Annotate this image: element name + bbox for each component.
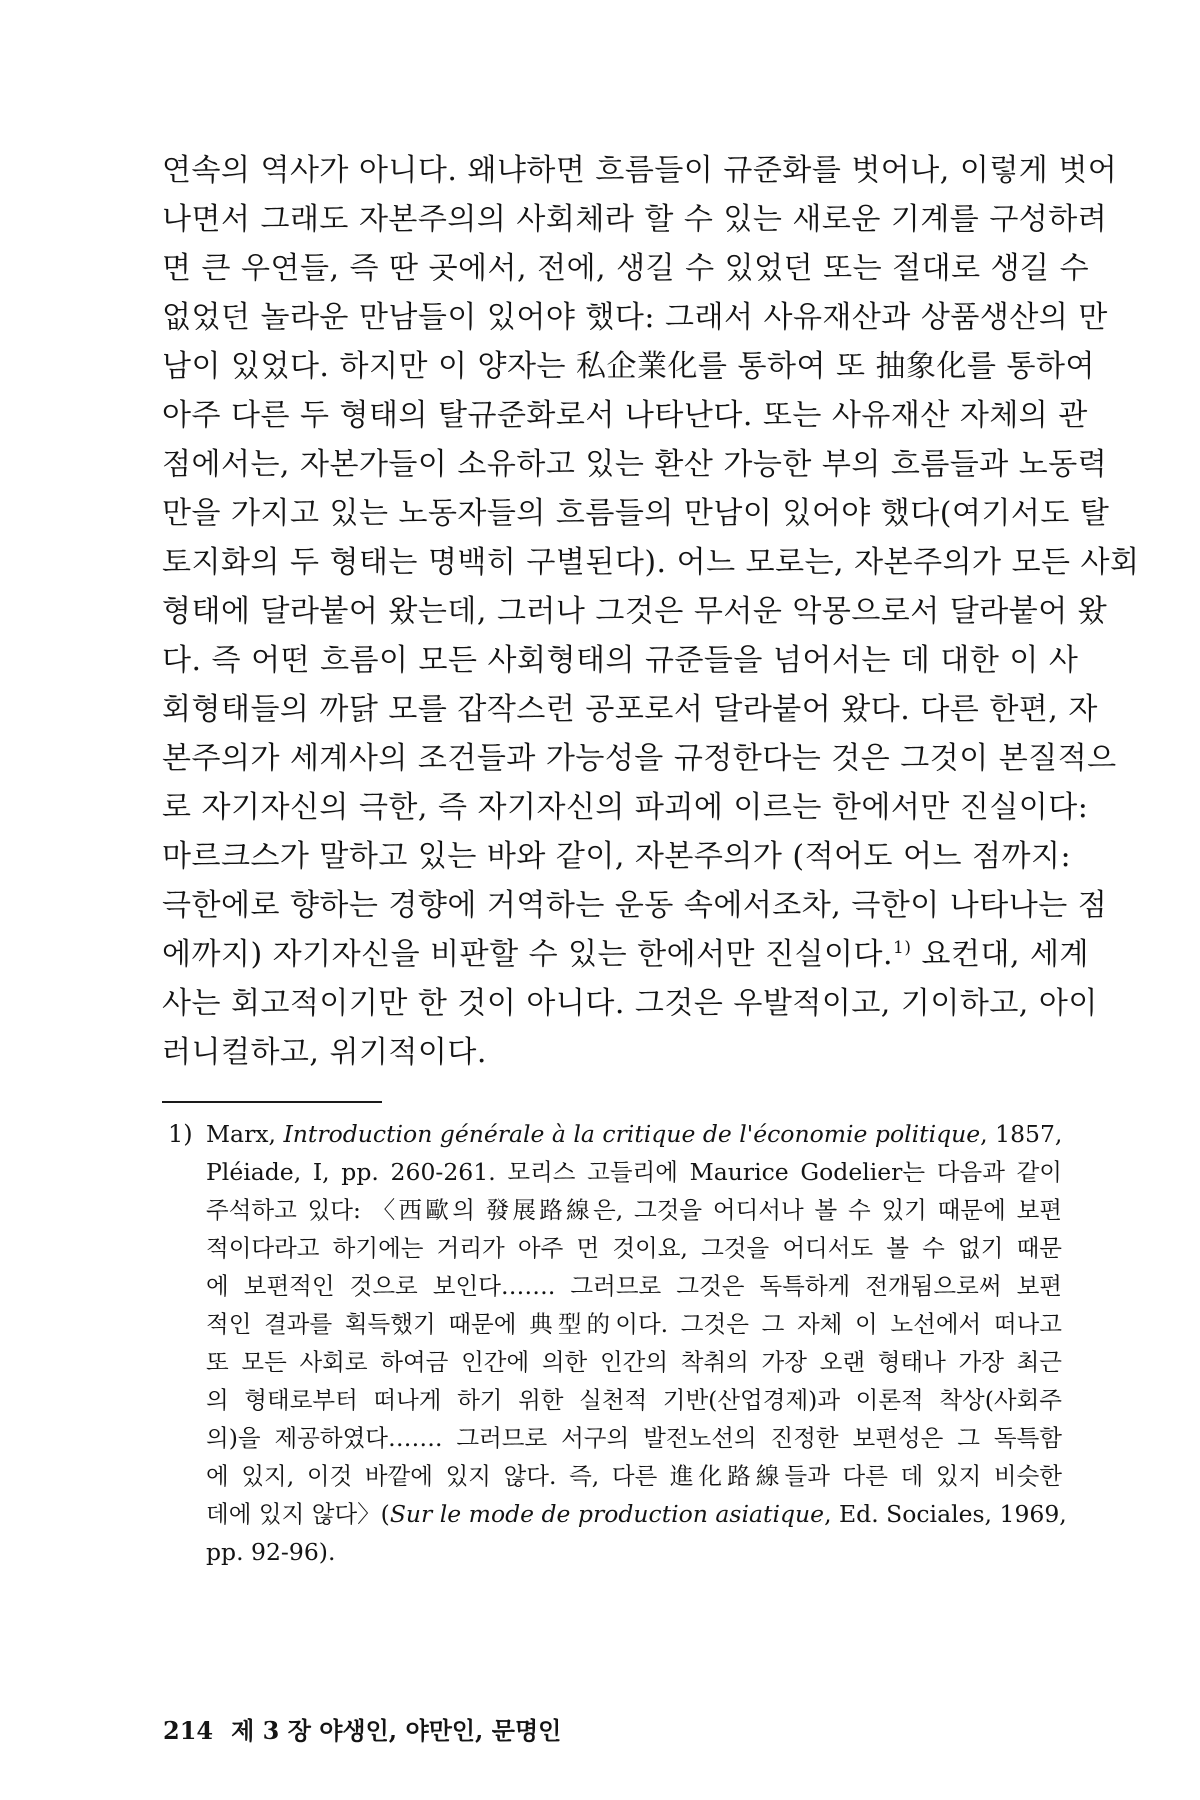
text-line: 본주의가 세계사의 조건들과 가능성을 규정한다는 것은 그것이 본질적으: [162, 741, 1117, 776]
text-line: 점에서는, 자본가들이 소유하고 있는 환산 가능한 부의 흐름들과 노동력: [162, 447, 1108, 482]
cited-work-title: Sur le mode de production asiatique: [389, 1500, 825, 1528]
footnote-line: 에 보편적인 것으로 보인다……. 그러므로 그것은 독특하게 전개됨으로써 보편: [206, 1272, 1062, 1300]
main-text: [162, 146, 1140, 1077]
footnote-line: 의)을 제공하였다……. 그러므로 서구의 발전노선의 진정한 보편성은 그 독특함: [206, 1424, 1062, 1452]
text-line: 아주 다른 두 형태의 탈규준화로서 나타난다. 또는 사유재산 자체의 관: [162, 398, 1088, 433]
footnote-number: 1): [168, 1120, 193, 1148]
cited-work-title: Introduction générale à la critique de l'économie politique: [283, 1120, 981, 1148]
text-line: 로 자기자신의 극한, 즉 자기자신의 파괴에 이르는 한에서만 진실이다:: [162, 790, 1089, 825]
footnote-divider: [162, 1101, 382, 1103]
footnote-line: 에 있지, 이것 바깥에 있지 않다. 즉, 다른 進化路線들과 다른 데 있지 비슷한: [206, 1462, 1062, 1490]
footnote-line: 의 형태로부터 떠나게 하기 위한 실천적 기반(산업경제)과 이론적 착상(사회주: [206, 1386, 1062, 1414]
running-footer: [163, 1714, 561, 1748]
text-line-with-footnote-ref: [162, 930, 1089, 979]
text-line-segment: 요컨대, 세계: [911, 937, 1089, 972]
text-line: 회형태들의 까닭 모를 갑작스런 공포로서 달라붙어 왔다. 다른 한편, 자: [162, 692, 1098, 727]
text-line: 연속의 역사가 아니다. 왜냐하면 흐름들이 규준화를 벗어나, 이렇게 벗어: [162, 153, 1118, 188]
text-line-segment: 에까지) 자기자신을 비판할 수 있는 한에서만 진실이다.: [162, 937, 894, 972]
text-line: 형태에 달라붙어 왔는데, 그러나 그것은 무서운 악몽으로서 달라붙어 왔: [162, 594, 1108, 629]
text-line: 없었던 놀라운 만남들이 있어야 했다: 그래서 사유재산과 상품생산의 만: [162, 300, 1108, 335]
footnote-line: [206, 1495, 1067, 1533]
footnote-text: 데에 있지 않다〉(: [206, 1500, 390, 1528]
page-number: 214: [163, 1716, 214, 1745]
footnote-line: 주석하고 있다: 〈西歐의 發展路線은, 그것을 어디서나 볼 수 있기 때문에 보편: [206, 1196, 1062, 1224]
footnote-line: [206, 1115, 1062, 1153]
chapter-title: 제 3 장 야생인, 야만인, 문명인: [231, 1716, 562, 1745]
footnote-line: pp. 92-96).: [206, 1538, 336, 1566]
text-line: 다. 즉 어떤 흐름이 모든 사회형태의 규준들을 넘어서는 데 대한 이 사: [162, 643, 1079, 678]
footnote-line: 또 모든 사회로 하여금 인간에 의한 인간의 착취의 가장 오랜 형태나 가장 최근: [206, 1348, 1062, 1376]
text-line: 남이 있었다. 하지만 이 양자는 私企業化를 통하여 또 抽象化를 통하여: [162, 349, 1095, 384]
text-line: 면 큰 우연들, 즉 딴 곳에서, 전에, 생길 수 있었던 또는 절대로 생길 수: [162, 251, 1090, 286]
text-line: 마르크스가 말하고 있는 바와 같이, 자본주의가 (적어도 어느 점까지:: [162, 839, 1072, 874]
footnote-text: , Ed. Sociales, 1969,: [824, 1500, 1067, 1528]
text-line: 사는 회고적이기만 한 것이 아니다. 그것은 우발적이고, 기이하고, 아이: [162, 986, 1098, 1021]
footnote-line: 적인 결과를 획득했기 때문에 典型的이다. 그것은 그 자체 이 노선에서 떠나고: [206, 1310, 1063, 1338]
text-line: 나면서 그래도 자본주의의 사회체라 할 수 있는 새로운 기계를 구성하려: [162, 202, 1108, 237]
text-line: 만을 가지고 있는 노동자들의 흐름들의 만남이 있어야 했다(여기서도 탈: [162, 496, 1110, 531]
footnotes-section: [168, 1115, 1067, 1571]
text-line: 토지화의 두 형태는 명백히 구별된다). 어느 모로는, 자본주의가 모든 사회: [162, 545, 1140, 580]
footnote-text: , 1857,: [980, 1120, 1063, 1148]
footnote-reference: 1): [893, 938, 912, 958]
footnote-line: Pléiade, I, pp. 260-261. 모리스 고들리에 Maurice Godelier는 다음과 같이: [206, 1158, 1062, 1186]
footnote-text: Marx,: [206, 1120, 284, 1148]
footnote-line: 적이다라고 하기에는 거리가 아주 먼 것이요, 그것을 어디서도 볼 수 없기 때문: [206, 1234, 1062, 1262]
footnote: [168, 1115, 1067, 1571]
text-line: 러니컬하고, 위기적이다.: [162, 1035, 487, 1070]
text-line: 극한에로 향하는 경향에 거역하는 운동 속에서조차, 극한이 나타나는 점: [162, 888, 1108, 923]
